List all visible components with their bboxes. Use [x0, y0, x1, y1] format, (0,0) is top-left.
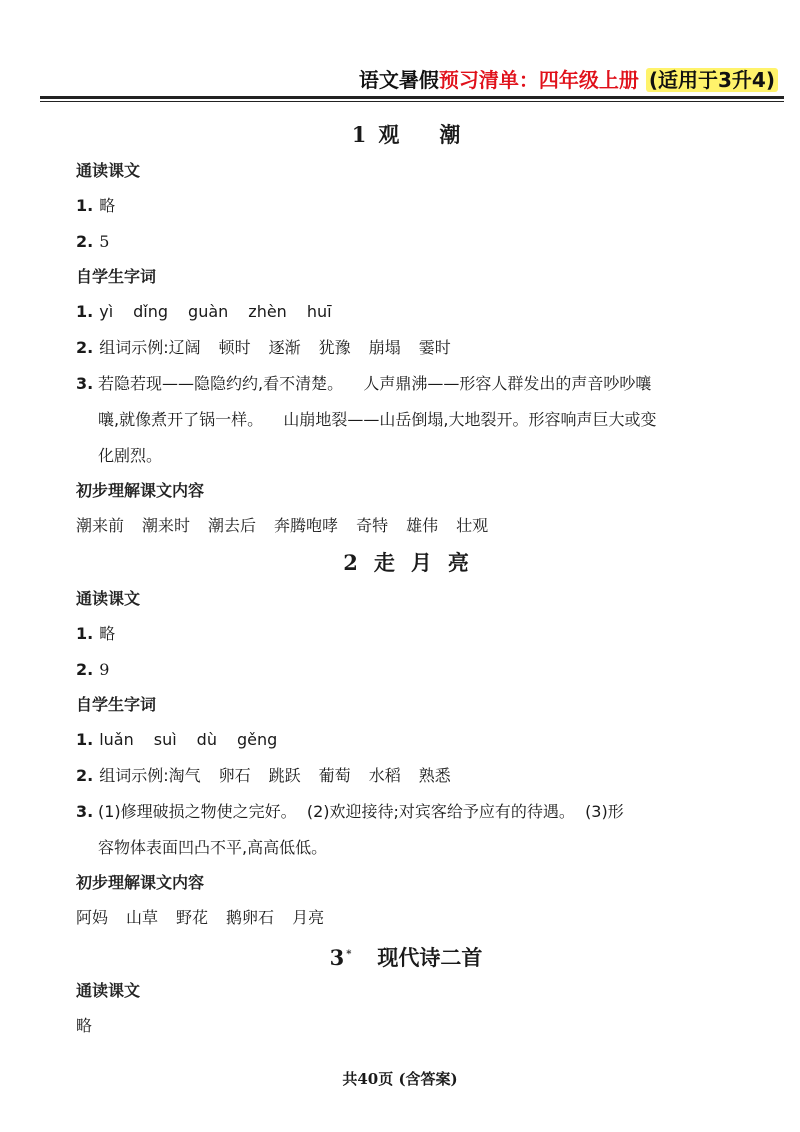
- lesson-2-words-heading: 自学生字词: [76, 695, 157, 714]
- lesson-3-read-text: 略: [76, 1016, 93, 1035]
- lesson-1-word-examples: 2. 组词示例:辽阔 顿时 逐渐 犹豫 崩塌 霎时: [76, 338, 451, 357]
- lesson-2-title: 2 走 月 亮: [343, 550, 469, 575]
- lesson-1-understand-heading: 初步理解课文内容: [76, 481, 205, 500]
- lesson-2-read-heading: 通读课文: [76, 589, 141, 608]
- header-grade-badge: (适用于3升4): [646, 68, 778, 92]
- lesson-2-understand-heading: 初步理解课文内容: [76, 873, 205, 892]
- lesson-1-understand-words: 潮来前 潮来时 潮去后 奔腾咆哮 奇特 雄伟 壮观: [76, 516, 489, 535]
- header-title-part2: 预习清单：四年级上册: [438, 68, 639, 92]
- lesson-2-word-examples: 2. 组词示例:淘气 卵石 跳跃 葡萄 水稻 熟悉: [76, 766, 451, 785]
- list-item: 2. 5: [76, 232, 110, 251]
- page-header: [359, 64, 778, 93]
- lesson-1-pinyin: 1. yì dǐng guàn zhèn huī: [76, 302, 332, 321]
- page-footer: 共40页 (含答案): [342, 1070, 458, 1088]
- list-item: 1. 略: [76, 624, 116, 643]
- page-content: [76, 116, 736, 1044]
- header-rule-thin: [40, 101, 784, 102]
- lesson-2-explanations: 3. (1)修理破损之物使之完好。 (2)欢迎接待;对宾客给予应有的待遇。 (3)形 容物体表面凹凸不平,高高低低。: [76, 802, 624, 857]
- list-item: 2. 9: [76, 660, 110, 679]
- lesson-3-read-heading: 通读课文: [76, 981, 141, 1000]
- lesson-1-title: 1 观 潮: [351, 122, 461, 147]
- list-item: 1. 略: [76, 196, 116, 215]
- header-title-part1: 语文暑假: [358, 68, 439, 92]
- lesson-1-words-heading: 自学生字词: [76, 267, 157, 286]
- header-rule-thick: [40, 96, 784, 99]
- lesson-2-pinyin: 1. luǎn suì dù gěng: [76, 730, 278, 749]
- lesson-1-read-heading: 通读课文: [76, 161, 141, 180]
- lesson-1-explanations: 3. 若隐若现——隐隐约约,看不清楚。 人声鼎沸——形容人群发出的声音吵吵嚷 嚷,就像煮开了锅一样。 山崩地裂——山岳倒塌,大地裂开。形容响声巨大或变 化剧烈。: [76, 374, 657, 465]
- lesson-3-title: 3 * 现代诗二首: [329, 945, 483, 970]
- lesson-2-understand-words: 阿妈 山草 野花 鹅卵石 月亮: [76, 908, 325, 927]
